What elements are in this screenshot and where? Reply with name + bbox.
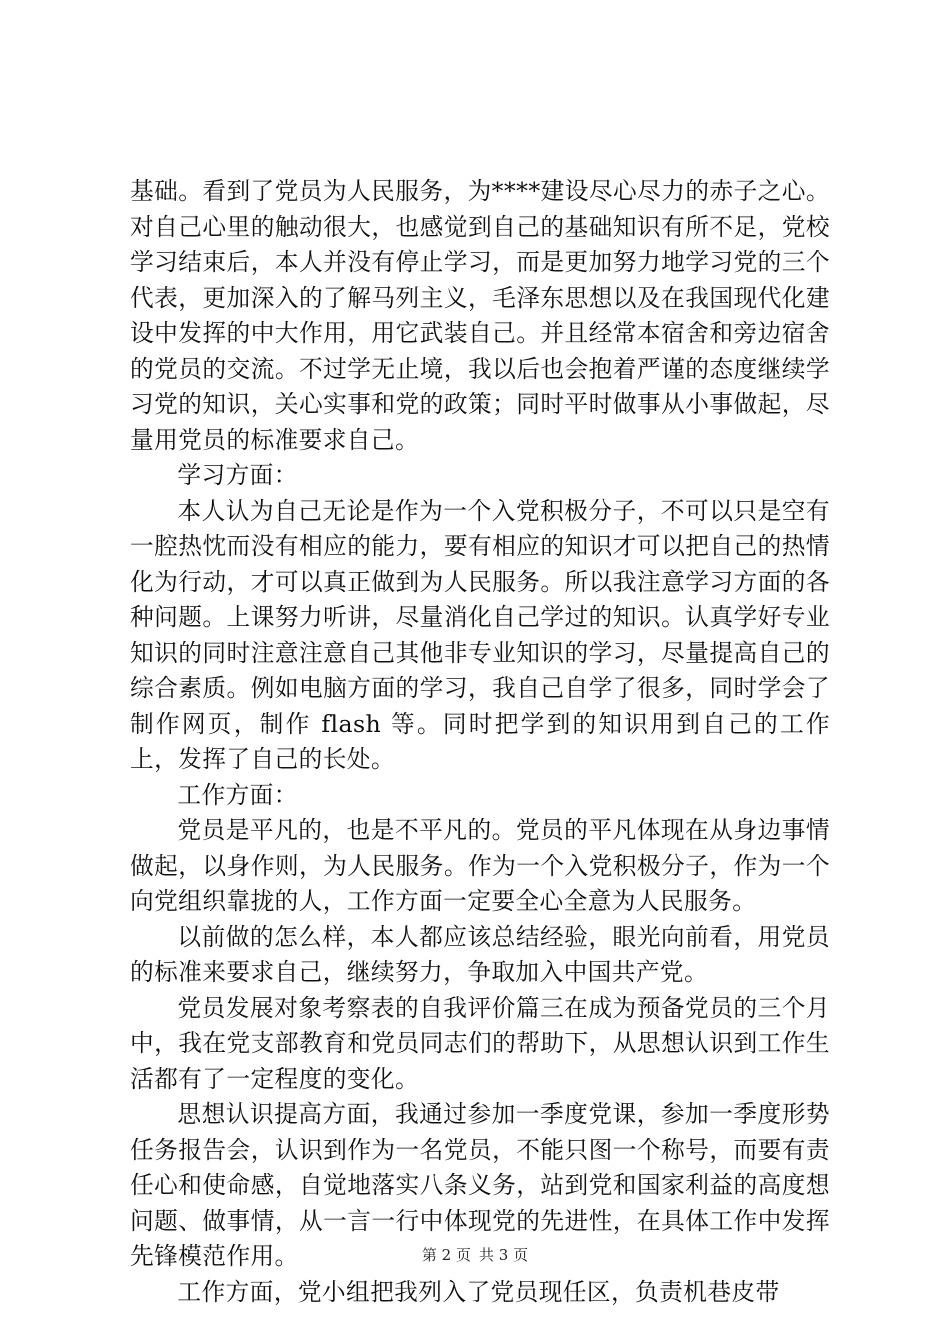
- document-body: [130, 174, 830, 1310]
- paragraph-study: 本人认为自己无论是作为一个入党积极分子，不可以只是空有一腔热忱而没有相应的能力，要有相应的知识才可以把自己的热情化为行动，才可以真正做到为人民服务。所以我注意学习方面的各种问题。上课努力听讲，尽量消化自己学过的知识。认真学好专业知识的同时注意注意自己其他非专业知识的学习，尽量提高自己的综合素质。例如电脑方面的学习，我自己自学了很多，同时学会了制作网页，制作 flash 等。同时把学到的知识用到自己的工作上，发挥了自己的长处。: [130, 496, 830, 773]
- page-total: 共 3 页: [479, 1246, 529, 1264]
- paragraph-work: 党员是平凡的，也是不平凡的。党员的平凡体现在从身边事情做起，以身作则，为人民服务。作为一个入党积极分子，作为一个向党组织靠拢的人，工作方面一定要全心全意为人民服务。: [130, 816, 830, 915]
- section-heading-study: 学习方面：: [177, 461, 298, 489]
- page-footer: [0, 1245, 950, 1265]
- paragraph-article-three-intro: 党员发展对象考察表的自我评价篇三在成为预备党员的三个月中，我在党支部教育和党员同志们的帮助下，从思想认识到工作生活都有了一定程度的变化。: [130, 993, 830, 1093]
- page-number: 第 2 页: [421, 1246, 471, 1264]
- paragraph-thought: 思想认识提高方面，我通过参加一季度党课，参加一季度形势任务报告会，认识到作为一名党员，不能只图一个称号，而要有责任心和使命感，自觉地落实八条义务，站到党和国家利益的高度想问题、做事情，从一言一行中体现党的先进性，在具体工作中发挥先锋模范作用。: [130, 1100, 830, 1270]
- paragraph-summary: 以前做的怎么样，本人都应该总结经验，眼光向前看，用党员的标准来要求自己，继续努力，争取加入中国共产党。: [130, 922, 830, 986]
- section-heading-work: 工作方面：: [177, 780, 298, 809]
- paragraph-work-assignment: 工作方面，党小组把我列入了党员现任区，负责机巷皮带: [177, 1277, 780, 1306]
- paragraph-continuation: 基础。看到了党员为人民服务，为****建设尽心尽力的赤子之心。对自己心里的触动很大，也感觉到自己的基础知识有所不足，党校学习结束后，本人并没有停止学习，而是更加努力地学习党的三个代表，更加深入的了解马列主义，毛泽东思想以及在我国现代化建设中发挥的中大作用，用它武装自己。并且经常本宿舍和旁边宿舍的党员的交流。不过学无止境，我以后也会抱着严谨的态度继续学习党的知识，关心实事和党的政策；同时平时做事从小事做起，尽量用党员的标准要求自己。: [130, 177, 830, 454]
